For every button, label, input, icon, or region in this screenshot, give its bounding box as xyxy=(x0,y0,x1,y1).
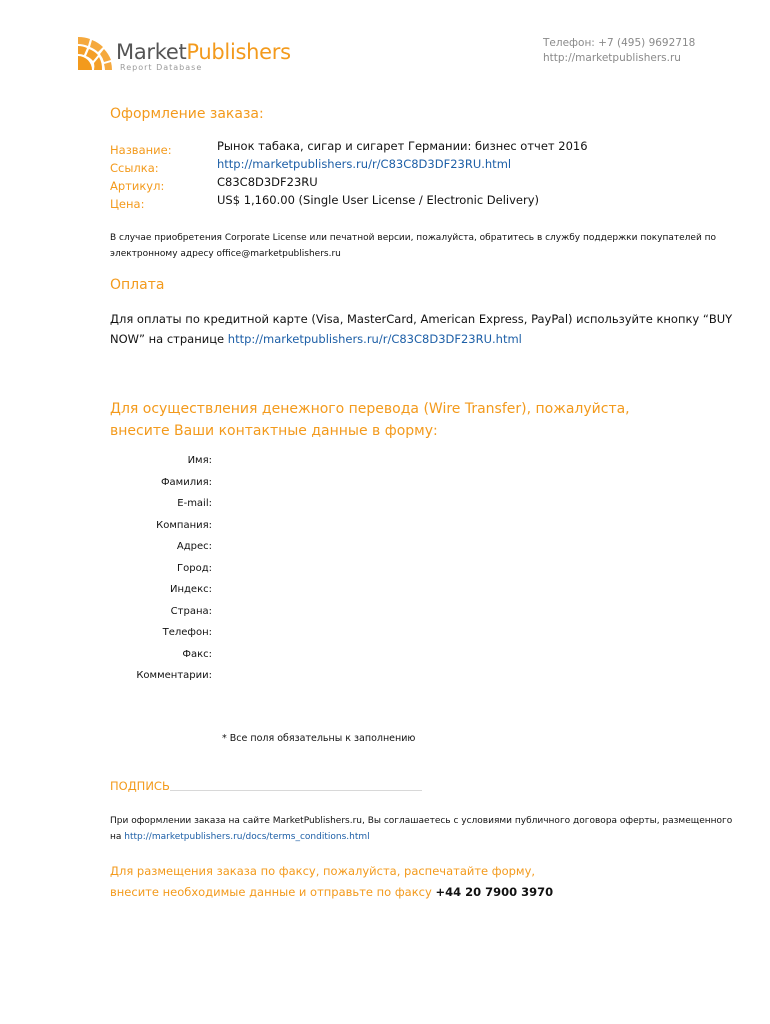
order-label-sku: Артикул: xyxy=(110,179,165,193)
fax-number: +44 20 7900 3970 xyxy=(435,885,554,899)
fax-line2-prefix: внесите необходимые данные и отправьте по факсу xyxy=(110,885,436,899)
order-label-link: Ссылка: xyxy=(110,161,159,175)
payment-heading: Оплата xyxy=(110,277,165,293)
order-heading: Оформление заказа: xyxy=(110,106,264,122)
form-label-fax: Факс: xyxy=(182,648,212,660)
form-label-company: Компания: xyxy=(156,519,212,531)
form-label-zip: Индекс: xyxy=(170,584,212,595)
payment-line1: Для оплаты по кредитной карте (Visa, MasterCard, American Express, PayPal) используйте кнопку “BUY xyxy=(110,312,733,326)
order-value-link[interactable]: http://marketpublishers.ru/r/C83C8D3DF23RU.html xyxy=(217,157,512,171)
logo xyxy=(76,36,296,74)
order-fields xyxy=(110,139,730,211)
form-label-address: Адрес: xyxy=(176,541,212,552)
order-row-sku xyxy=(110,175,730,193)
form-label-city: Город: xyxy=(177,562,212,574)
header-contact xyxy=(543,36,695,66)
logo-name-market: Market xyxy=(116,40,187,64)
form-label-country: Страна: xyxy=(170,605,212,617)
order-value-price: US$ 1,160.00 (Single User License / Electronic Delivery) xyxy=(217,193,540,207)
order-label-title: Название: xyxy=(110,143,172,157)
fax-line2 xyxy=(110,882,553,903)
contact-phone: Телефон: +7 (495) 9692718 xyxy=(543,37,696,49)
payment-line2-prefix: NOW” на странице xyxy=(110,332,228,346)
fax-line1: Для размещения заказа по факсу, пожалуйста, распечатайте форму, xyxy=(110,864,536,878)
form-label-first-name: Имя: xyxy=(187,455,212,466)
order-value-title: Рынок табака, сигар и сигарет Германии: бизнес отчет 2016 xyxy=(217,139,588,153)
logo-tagline: Report Database xyxy=(120,63,203,72)
payment-line2 xyxy=(110,329,710,349)
terms-line2-prefix: на xyxy=(110,832,125,842)
form-label-email: E-mail: xyxy=(177,498,212,509)
terms-link[interactable]: http://marketpublishers.ru/docs/terms_conditions.html xyxy=(124,832,370,842)
wire-heading-line1: Для осуществления денежного перевода (Wire Transfer), пожалуйста, xyxy=(110,401,630,417)
order-row-link xyxy=(110,157,730,175)
order-row-price xyxy=(110,193,730,211)
required-note: * Все поля обязательны к заполнению xyxy=(222,733,416,744)
payment-link[interactable]: http://marketpublishers.ru/r/C83C8D3DF23RU.html xyxy=(227,332,522,346)
fax-text xyxy=(110,861,553,903)
form-label-last-name: Фамилия: xyxy=(160,476,212,488)
wire-heading-line2: внесите Ваши контактные данные в форму: xyxy=(110,423,438,439)
contact-site[interactable]: http://marketpublishers.ru xyxy=(543,52,681,64)
payment-text xyxy=(110,309,733,349)
terms-line1: При оформлении заказа на сайте MarketPublishers.ru, Вы соглашаетесь с условиями публичного договора оферты, размещенного xyxy=(110,816,733,826)
terms-text xyxy=(110,813,733,845)
order-label-price: Цена: xyxy=(110,197,145,211)
order-note-line2: электронному адресу office@marketpublishers.ru xyxy=(110,249,341,259)
wire-form xyxy=(92,455,652,692)
form-label-comments: Комментарии: xyxy=(136,670,212,681)
wire-heading xyxy=(110,398,630,442)
logo-name-publishers: Publishers xyxy=(186,40,291,64)
form-label-phone: Телефон: xyxy=(162,627,212,638)
order-note-line1: В случае приобретения Corporate License или печатной версии, пожалуйста, обратитесь в службу поддержки покупателей по xyxy=(110,233,717,243)
signature-label: ПОДПИСЬ xyxy=(110,779,170,793)
order-note xyxy=(110,230,730,262)
order-row-title xyxy=(110,139,730,157)
terms-line2 xyxy=(110,829,730,845)
signature-line xyxy=(170,790,422,791)
logo-sunburst-icon xyxy=(76,36,114,72)
order-value-sku: C83C8D3DF23RU xyxy=(217,175,318,189)
